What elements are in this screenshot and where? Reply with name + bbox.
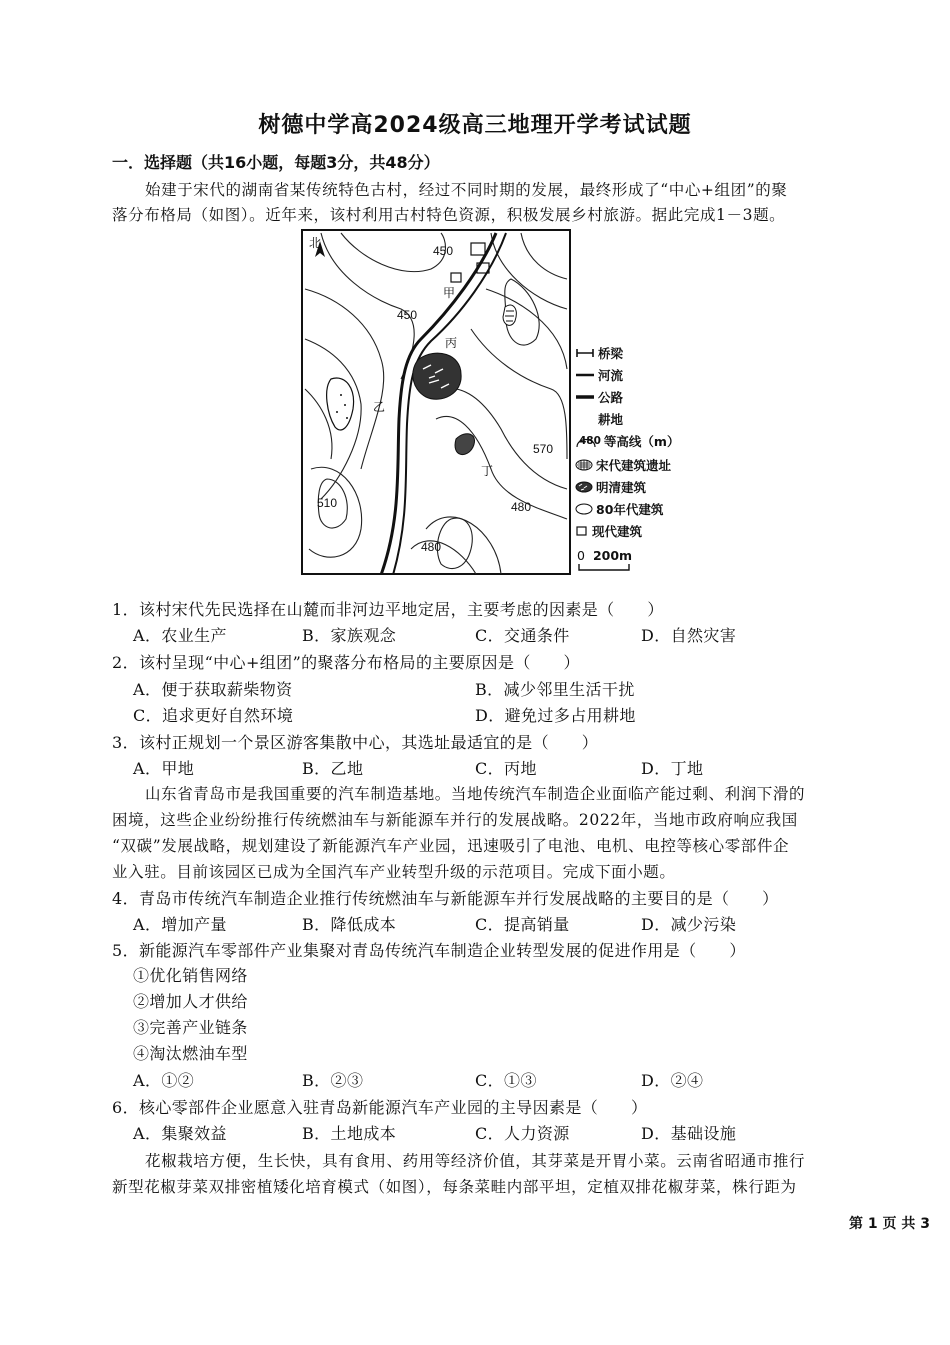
place-jia: 甲 <box>443 286 456 300</box>
passage3-line2: 新型花椒芽菜双排密植矮化培育模式（如图），每条菜畦内部平坦，定植双排花椒芽菜，株行距为 <box>112 1178 797 1196</box>
q3-option-b: B．乙地 <box>302 759 364 778</box>
bridge-icon <box>575 348 595 358</box>
map-frame <box>302 230 570 574</box>
q5-option-a: A．①② <box>133 1071 195 1090</box>
legend-eighties: 80年代建筑 <box>575 500 663 518</box>
q1-option-d: D．自然灾害 <box>641 626 737 645</box>
village-topographic-map <box>301 229 571 575</box>
q5-statement-1: ①优化销售网络 <box>133 966 248 985</box>
song-ruin-icon <box>575 459 593 471</box>
q3-option-d: D．丁地 <box>641 759 704 778</box>
q6-option-b: B．土地成本 <box>302 1124 397 1143</box>
legend-modern: 现代建筑 <box>575 522 642 540</box>
passage2-line4: 业入驻。目前该园区已成为全国汽车产业转型升级的示范项目。完成下面小题。 <box>112 863 676 881</box>
q5-statement-3: ③完善产业链条 <box>133 1018 248 1037</box>
passage2-line3: “双碳”发展战略，规划建设了新能源汽车产业园，迅速吸引了电池、电机、电控等核心零部件企 <box>112 837 790 855</box>
q5-statement-2: ②增加人才供给 <box>133 992 248 1011</box>
passage2-line2: 困境，这些企业纷纷推行传统燃油车与新能源车并行的发展战略。2022年，当地市政府响应我国 <box>112 811 798 829</box>
farmland-icon <box>575 414 595 424</box>
page-number: 第 1 页 共 3 <box>849 1216 930 1232</box>
north-label: 北 <box>309 236 322 250</box>
legend-river: 河流 <box>575 366 623 384</box>
q4-option-b: B．降低成本 <box>302 915 397 934</box>
legend-song: 宋代建筑遗址 <box>575 456 671 474</box>
q5-option-c: C．①③ <box>475 1071 537 1090</box>
passage1-line2: 落分布格局（如图）。近年来，该村利用古村特色资源，积极发展乡村旅游。据此完成1－3题。 <box>112 206 786 224</box>
passage1-line1: 始建于宋代的湖南省某传统特色古村，经过不同时期的发展，最终形成了“中心+组团”的聚 <box>145 181 788 199</box>
q4-stem: 4．青岛市传统汽车制造企业推行传统燃油车与新能源车并行发展战略的主要目的是（ ） <box>112 889 779 908</box>
q2-option-c: C．追求更好自然环境 <box>133 706 294 725</box>
passage2-line1: 山东省青岛市是我国重要的汽车制造基地。当地传统汽车制造企业面临产能过剩、利润下滑的 <box>145 785 806 803</box>
section-heading: 一．选择题（共16小题，每题3分，共48分） <box>112 153 440 172</box>
q4-option-d: D．减少污染 <box>641 915 737 934</box>
q6-option-a: A．集聚效益 <box>133 1124 227 1143</box>
q6-stem: 6．核心零部件企业愿意入驻青岛新能源汽车产业园的主导因素是（ ） <box>112 1098 648 1117</box>
q1-stem: 1．该村宋代先民选择在山麓而非河边平地定居，主要考虑的因素是（ ） <box>112 600 664 619</box>
modern-building-icon <box>575 525 589 537</box>
river-icon <box>575 370 595 380</box>
ming-qing-icon <box>575 481 593 493</box>
map-legend <box>575 342 695 572</box>
q3-stem: 3．该村正规划一个景区游客集散中心，其选址最适宜的是（ ） <box>112 733 599 752</box>
q5-option-d: D．②④ <box>641 1071 704 1090</box>
place-yi: 乙 <box>373 400 386 414</box>
q3-option-c: C．丙地 <box>475 759 537 778</box>
passage3-line1: 花椒栽培方便，生长快，具有食用、药用等经济价值，其芽菜是开胃小菜。云南省昭通市推行 <box>145 1152 806 1170</box>
q5-stem: 5．新能源汽车零部件产业集聚对青岛传统汽车制造企业转型发展的促进作用是（ ） <box>112 941 746 960</box>
q1-option-b: B．家族观念 <box>302 626 397 645</box>
q2-option-a: A．便于获取薪柴物资 <box>133 680 293 699</box>
q4-option-a: A．增加产量 <box>133 915 227 934</box>
eighties-icon <box>575 503 593 515</box>
q1-option-c: C．交通条件 <box>475 626 570 645</box>
contour-label-450: 450 <box>397 308 418 322</box>
q2-option-b: B．减少邻里生活干扰 <box>475 680 635 699</box>
legend-bridge: 桥梁 <box>575 344 623 362</box>
q5-statement-4: ④淘汰燃油车型 <box>133 1044 248 1063</box>
song-ruin <box>503 305 516 325</box>
place-ding: 丁 <box>481 464 494 478</box>
contour-label-480-bottom: 480 <box>421 540 442 554</box>
contour-label-570: 570 <box>533 442 554 456</box>
contour-label-450-top: 450 <box>433 244 454 258</box>
road-icon <box>575 392 595 402</box>
q4-option-c: C．提高销量 <box>475 915 570 934</box>
q2-option-d: D．避免过多占用耕地 <box>475 706 636 725</box>
q6-option-c: C．人力资源 <box>475 1124 570 1143</box>
q2-stem: 2．该村呈现“中心+组团”的聚落分布格局的主要原因是（ ） <box>112 653 580 672</box>
legend-mingqing: 明清建筑 <box>575 478 646 496</box>
place-bing: 丙 <box>445 336 458 350</box>
contour-label-510: 510 <box>317 496 338 510</box>
scale-bar <box>577 562 633 572</box>
ming-qing-cluster <box>413 353 461 399</box>
legend-scale: 0 200m <box>577 547 633 563</box>
q6-option-d: D．基础设施 <box>641 1124 737 1143</box>
q5-option-b: B．②③ <box>302 1071 364 1090</box>
legend-road: 公路 <box>575 388 623 406</box>
legend-contour: 480 等高线（m） <box>575 432 679 450</box>
q3-option-a: A．甲地 <box>133 759 195 778</box>
contour-label-480-right: 480 <box>511 500 532 514</box>
legend-farmland: 耕地 <box>575 410 623 428</box>
q1-option-a: A．农业生产 <box>133 626 227 645</box>
page-title: 树德中学高2024级高三地理开学考试试题 <box>258 113 692 138</box>
